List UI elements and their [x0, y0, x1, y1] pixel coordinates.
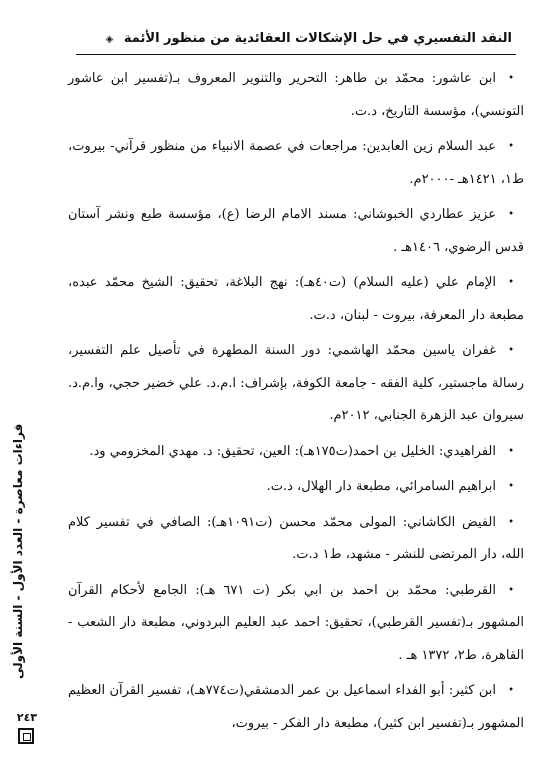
- bullet-icon: •: [508, 685, 515, 696]
- diamond-ornament-icon: ◈: [105, 34, 114, 45]
- bibliography-entry: [68, 507, 524, 572]
- entry-text: ابراهيم السامرائي، مطبعة دار الهلال، د.ت.: [266, 479, 496, 494]
- bibliography-entry: [68, 131, 524, 196]
- journal-side-label: قراءات معاصرة - العدد الأول - السنة الأولى: [11, 423, 25, 679]
- entry-text: الفراهيدي: الخليل بن احمد(ت١٧٥هـ): العين، تحقيق: د. مهدي المخزومي ود.: [89, 443, 496, 459]
- page-number: ٢٤٣: [16, 711, 38, 724]
- entry-text: الإمام علي (عليه السلام) (ت٤٠هـ): نهج البلاغة، تحقيق: الشيخ محمّد عبده، مطبعة دار المعرفة، بيروت - لبنان، د.ت.: [68, 275, 524, 323]
- bullet-icon: •: [508, 209, 514, 220]
- entry-text: ابن عاشور: محمّد بن طاهر: التحرير والتنوير المعروف بـ(تفسير ابن عاشور التونسي)، مؤسسة التاريخ، د.ت.: [68, 71, 524, 119]
- bullet-icon: •: [508, 584, 514, 596]
- entry-text: ابن كثير: أبو الفداء اسماعيل بن عمر الدمشقي(ت٧٧٤هـ)، تفسير القرآن العظيم المشهور بـ(تفسير ابن كثير)، مطبعة دار الفكر - بيروت،: [68, 683, 524, 731]
- entry-text: غفران ياسين محمّد الهاشمي: دور السنة المطهرة في تأصيل علم التفسير، رسالة ماجستير، كلية الفقه - جامعة الكوفة، بإشراف: ا.م.د. علي خضير حجي، وا.م.د. سيروان عبد الزهرة الجنابي، ٢٠١٢م.: [68, 343, 524, 423]
- bullet-icon: •: [508, 141, 514, 152]
- header-divider: [76, 54, 516, 55]
- journal-logo-icon: [18, 728, 34, 744]
- bullet-icon: •: [508, 445, 514, 457]
- entry-text: عزيز عطاردي الخبوشاني: مسند الامام الرضا (ع)، مؤسسة طبع ونشر آستان قدس الرضوي، ١٤٠٦هـ .: [68, 207, 524, 255]
- bibliography-entry: [68, 199, 524, 264]
- entry-text: الفيض الكاشاني: المولى محمّد محسن (ت١٠٩١هـ): الصافي في تفسير كلام الله، دار المرتضى للنشر - مشهد، ط١ د.ت.: [68, 514, 524, 562]
- bullet-icon: •: [508, 277, 514, 288]
- bullet-icon: •: [508, 516, 515, 528]
- running-header: [76, 30, 512, 49]
- entry-text: القرطبي: محمّد بن احمد بن ابي بكر (ت ٦٧١ هـ): الجامع لأحكام القرآن المشهور بـ(تفسير القرطبي)، تحقيق: احمد عبد العليم البردوني، مطبعة دار الشعب - القاهرة، ط٢، ١٣٧٢ هـ .: [68, 582, 524, 663]
- header-title: النقد التفسيري في حل الإشكالات العقائدية من منظور الأئمة: [123, 31, 512, 46]
- bullet-icon: •: [508, 345, 514, 356]
- bibliography-entry: [68, 471, 524, 504]
- bibliography-list: [68, 63, 524, 743]
- bullet-icon: •: [508, 481, 514, 492]
- bibliography-entry: [68, 675, 524, 740]
- bibliography-entry: [68, 575, 524, 673]
- bibliography-entry: [68, 63, 524, 128]
- bibliography-entry: [68, 436, 524, 469]
- bibliography-entry: [68, 335, 524, 433]
- entry-text: عبد السلام زين العابدين: مراجعات في عصمة الانبياء من منظور قرآني- بيروت، ط١، ١٤٢١هـ -٢٠٠٠م.: [68, 139, 524, 187]
- bibliography-entry: [68, 267, 524, 332]
- bullet-icon: •: [508, 73, 514, 84]
